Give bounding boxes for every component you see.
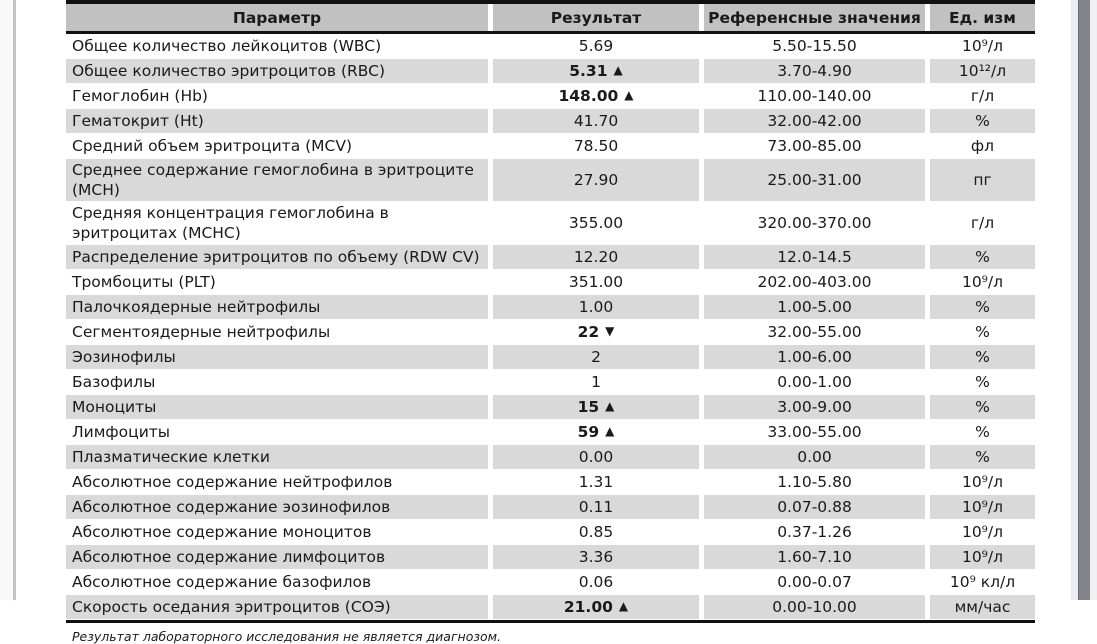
parameter-cell: Моноциты [66, 395, 488, 419]
result-value: 59 [577, 423, 600, 441]
unit-cell: пг [930, 159, 1035, 201]
table-row [66, 445, 1035, 469]
result-cell [493, 202, 699, 244]
result-value: 3.36 [578, 548, 614, 566]
result-cell [493, 495, 699, 519]
result-value: 78.50 [573, 137, 619, 155]
result-cell [493, 109, 699, 133]
result-cell [493, 270, 699, 294]
result-value: 12.20 [573, 248, 619, 266]
table-row [66, 595, 1035, 619]
parameter-cell: Общее количество эритроцитов (RBC) [66, 59, 488, 83]
result-cell [493, 345, 699, 369]
result-value: 0.06 [578, 573, 614, 591]
unit-cell: % [930, 295, 1035, 319]
table-body [66, 34, 1035, 619]
result-value: 1.00 [578, 298, 614, 316]
reference-cell: 0.37-1.26 [777, 523, 852, 541]
result-cell [493, 370, 699, 394]
result-value: 351.00 [568, 273, 624, 291]
result-cell [493, 445, 699, 469]
parameter-cell: Распределение эритроцитов по объему (RDW CV) [66, 245, 488, 269]
reference-cell: 110.00-140.00 [757, 87, 872, 105]
parameter-cell: Палочкоядерные нейтрофилы [66, 295, 488, 319]
unit-cell: % [975, 373, 990, 391]
unit-cell: 10⁹/л [961, 473, 1004, 491]
table-row [66, 420, 1035, 444]
unit-cell: % [930, 109, 1035, 133]
table-row [66, 345, 1035, 369]
reference-cell: 3.70-4.90 [704, 59, 925, 83]
reference-cell: 3.00-9.00 [704, 395, 925, 419]
result-cell [493, 320, 699, 344]
table-row [66, 134, 1035, 158]
reference-cell: 1.00-5.00 [704, 295, 925, 319]
result-cell [493, 395, 699, 419]
unit-cell: 10⁹/л [961, 273, 1004, 291]
unit-cell: 10⁹ кл/л [949, 573, 1016, 591]
result-value: 15 [577, 398, 600, 416]
parameter-cell: Лимфоциты [72, 423, 171, 441]
result-value: 1.31 [578, 473, 614, 491]
result-cell [493, 595, 699, 619]
result-cell [493, 84, 699, 108]
reference-cell: 0.00 [704, 445, 925, 469]
result-cell [493, 295, 699, 319]
trend-down-icon: ▼ [605, 324, 615, 338]
parameter-cell: Базофилы [72, 373, 156, 391]
column-header-units: Ед. изм [930, 4, 1035, 31]
result-cell [493, 570, 699, 594]
result-cell [493, 545, 699, 569]
table-row [66, 295, 1035, 319]
reference-cell: 202.00-403.00 [757, 273, 872, 291]
unit-cell: 10⁹/л [961, 37, 1004, 55]
scrollbar-thumb[interactable] [1078, 0, 1090, 600]
unit-cell: 10⁹/л [930, 495, 1035, 519]
table-row [66, 202, 1035, 244]
reference-cell: 0.07-0.88 [704, 495, 925, 519]
parameter-cell: Абсолютное содержание моноцитов [72, 523, 372, 541]
reference-cell: 0.00-1.00 [777, 373, 852, 391]
window-right-edge [1090, 0, 1097, 600]
page-left-margin [0, 0, 13, 600]
table-row [66, 520, 1035, 544]
parameter-cell: Абсолютное содержание базофилов [72, 573, 372, 591]
unit-cell: фл [970, 137, 995, 155]
parameter-cell: Гематокрит (Ht) [66, 109, 488, 133]
unit-cell: % [930, 445, 1035, 469]
table-bottom-border [66, 620, 1035, 623]
result-value: 355.00 [568, 214, 624, 232]
unit-cell: г/л [970, 87, 995, 105]
table-row [66, 245, 1035, 269]
table-row [66, 59, 1035, 83]
table-row [66, 84, 1035, 108]
result-cell [493, 420, 699, 444]
unit-cell: % [930, 345, 1035, 369]
reference-cell: 1.00-6.00 [704, 345, 925, 369]
table-row [66, 470, 1035, 494]
reference-cell: 12.0-14.5 [704, 245, 925, 269]
result-value: 0.00 [578, 448, 614, 466]
reference-cell: 320.00-370.00 [757, 214, 872, 232]
result-value: 22 [577, 323, 600, 341]
table-row [66, 270, 1035, 294]
reference-cell: 33.00-55.00 [767, 423, 862, 441]
result-cell [493, 520, 699, 544]
result-cell [493, 245, 699, 269]
reference-cell: 0.00-0.07 [777, 573, 852, 591]
parameter-cell: Абсолютное содержание эозинофилов [66, 495, 488, 519]
parameter-cell: Абсолютное содержание лимфоцитов [66, 545, 488, 569]
table-row [66, 159, 1035, 201]
result-value: 5.31 [569, 62, 608, 80]
unit-cell: % [975, 423, 990, 441]
result-value: 2 [591, 348, 601, 366]
unit-cell: 10⁹/л [930, 545, 1035, 569]
table-row [66, 109, 1035, 133]
result-value: 27.90 [573, 171, 619, 189]
column-header-result: Результат [493, 4, 699, 31]
result-cell [493, 59, 699, 83]
lab-results-table [66, 0, 1035, 644]
parameter-cell: Плазматические клетки [66, 445, 488, 469]
reference-cell: 1.10-5.80 [777, 473, 852, 491]
trend-up-icon: ▲ [618, 599, 629, 613]
table-row [66, 545, 1035, 569]
result-value: 5.69 [578, 37, 614, 55]
parameter-cell: Сегментоядерные нейтрофилы [72, 323, 331, 341]
parameter-cell: Средняя концентрация гемоглобина в эритроцитах (MCHC) [72, 204, 389, 242]
table-row [66, 370, 1035, 394]
result-cell [493, 470, 699, 494]
table-row [66, 495, 1035, 519]
result-value: 0.11 [578, 498, 614, 516]
result-value: 21.00 [563, 598, 613, 616]
result-cell [493, 134, 699, 158]
table-row [66, 320, 1035, 344]
parameter-cell: Среднее содержание гемоглобина в эритроците (MCH) [66, 159, 488, 201]
parameter-cell: Средний объем эритроцита (MCV) [72, 137, 353, 155]
page-edge [13, 0, 16, 600]
reference-cell: 73.00-85.00 [767, 137, 862, 155]
unit-cell: 10¹²/л [930, 59, 1035, 83]
column-header-reference: Референсные значения [704, 4, 925, 31]
parameter-cell: Эозинофилы [66, 345, 488, 369]
trend-up-icon: ▲ [605, 424, 615, 438]
reference-cell: 32.00-42.00 [704, 109, 925, 133]
trend-up-icon: ▲ [605, 399, 615, 413]
result-value: 0.85 [578, 523, 614, 541]
table-row [66, 34, 1035, 58]
reference-cell: 5.50-15.50 [772, 37, 857, 55]
parameter-cell: Гемоглобин (Hb) [72, 87, 208, 105]
reference-cell: 32.00-55.00 [767, 323, 862, 341]
result-value: 1 [591, 373, 601, 391]
unit-cell: % [930, 245, 1035, 269]
unit-cell: 10⁹/л [961, 523, 1004, 541]
result-value: 41.70 [573, 112, 619, 130]
parameter-cell: Скорость оседания эритроцитов (СОЭ) [66, 595, 488, 619]
result-cell [493, 159, 699, 201]
unit-cell: % [930, 395, 1035, 419]
parameter-cell: Абсолютное содержание нейтрофилов [72, 473, 393, 491]
table-row [66, 570, 1035, 594]
scrollbar-track[interactable] [1071, 0, 1078, 600]
table-row [66, 395, 1035, 419]
unit-cell: г/л [970, 214, 995, 232]
table-header [66, 4, 1035, 31]
reference-cell: 25.00-31.00 [704, 159, 925, 201]
column-header-parameter: Параметр [66, 4, 488, 31]
result-value: 148.00 [558, 87, 619, 105]
unit-cell: мм/час [930, 595, 1035, 619]
reference-cell: 1.60-7.10 [704, 545, 925, 569]
footnote: Результат лабораторного исследования не является диагнозом. [72, 629, 502, 644]
parameter-cell: Общее количество лейкоцитов (WBC) [72, 37, 382, 55]
result-cell [493, 34, 699, 58]
reference-cell: 0.00-10.00 [704, 595, 925, 619]
parameter-cell: Тромбоциты (PLT) [72, 273, 216, 291]
trend-up-icon: ▲ [624, 88, 634, 102]
trend-up-icon: ▲ [613, 63, 623, 77]
unit-cell: % [975, 323, 990, 341]
